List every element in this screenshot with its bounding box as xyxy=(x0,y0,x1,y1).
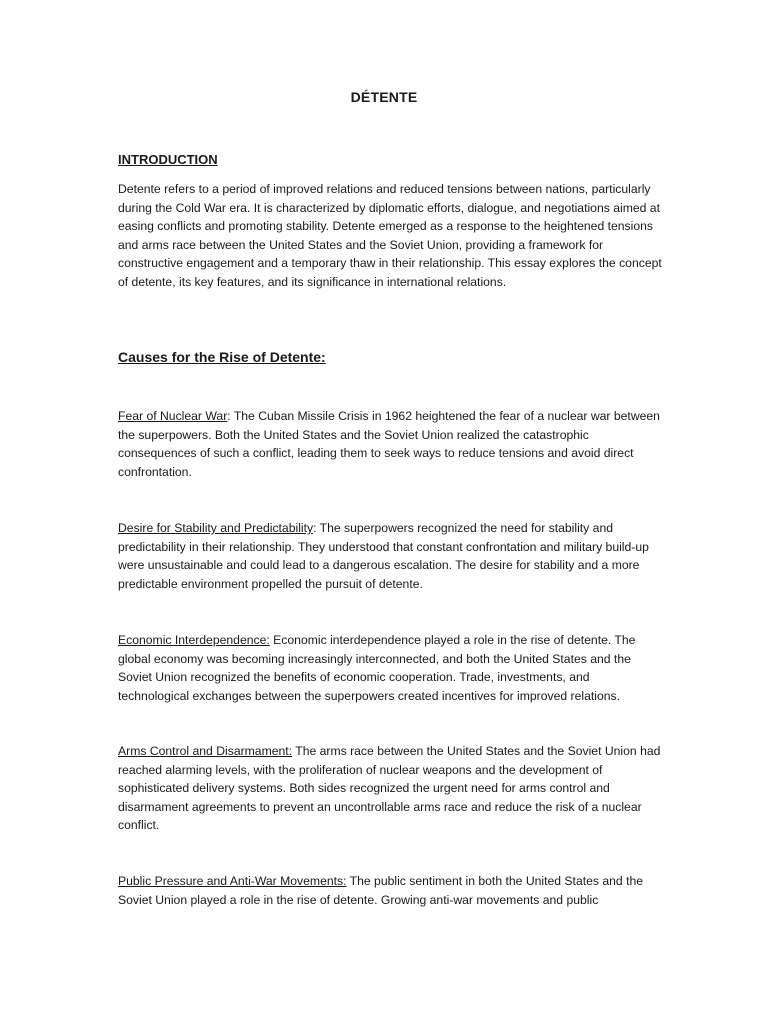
cause-paragraph-fear-of-nuclear-war xyxy=(118,407,663,481)
introduction-paragraph: Detente refers to a period of improved relations and reduced tensions between nations, particularly during the Cold War era. It is characterized by diplomatic efforts, dialogue, and negotiations aimed at easing conflicts and promoting stability. Detente emerged as a response to the heightened tensions and arms race between the United States and the Soviet Union, providing a framework for constructive engagement and a temporary thaw in their relationship. This essay explores the concept of detente, its key features, and its significance in international relations. xyxy=(118,182,662,289)
cause-text: Economic interdependence played a role in the rise of detente. The global economy was becoming increasingly interconnected, and both the United States and the Soviet Union recognized the benefits of economic cooperation. Trade, investments, and technological exchanges between the superpowers created incentives for improved relations. xyxy=(118,633,636,703)
cause-separator: : xyxy=(227,409,231,423)
cause-term: Desire for Stability and Predictability xyxy=(118,521,314,535)
cause-separator: : xyxy=(313,521,317,535)
cause-term: Fear of Nuclear War xyxy=(118,409,228,423)
cause-term: Economic Interdependence: xyxy=(118,633,270,647)
document-title: DÉTENTE xyxy=(350,89,418,105)
cause-text: The Cuban Missile Crisis in 1962 heightened the fear of a nuclear war between the superpowers. Both the United States and the Soviet Union realized the catastrophic consequences of such a conflict, leading them to seek ways to reduce tensions and avoid direct confrontation. xyxy=(118,409,660,479)
cause-paragraph-economic-interdependence xyxy=(118,631,663,705)
cause-paragraph-public-pressure xyxy=(118,872,663,909)
cause-term: Arms Control and Disarmament: xyxy=(118,744,293,758)
cause-text: The arms race between the United States and the Soviet Union had reached alarming levels, with the proliferation of nuclear weapons and the development of sophisticated delivery systems. Both sides recognized the urgent need for arms control and disarmament agreements to prevent an uncontrollable arms race and reduce the risk of a nuclear conflict. xyxy=(118,744,661,833)
cause-paragraph-arms-control xyxy=(118,742,663,835)
cause-term: Public Pressure and Anti-War Movements: xyxy=(118,874,347,888)
causes-heading: Causes for the Rise of Detente: xyxy=(118,349,326,365)
cause-text: The public sentiment in both the United States and the Soviet Union played a role in the rise of detente. Growing anti-war movements and public xyxy=(118,874,644,907)
cause-text: The superpowers recognized the need for stability and predictability in their relationship. They understood that constant confrontation and military build-up were unsustainable and could lead to a dangerous escalation. The desire for stability and a more predictable environment propelled the pursuit of detente. xyxy=(118,521,649,591)
introduction-heading: INTRODUCTION xyxy=(118,152,218,167)
cause-paragraph-stability xyxy=(118,519,663,593)
